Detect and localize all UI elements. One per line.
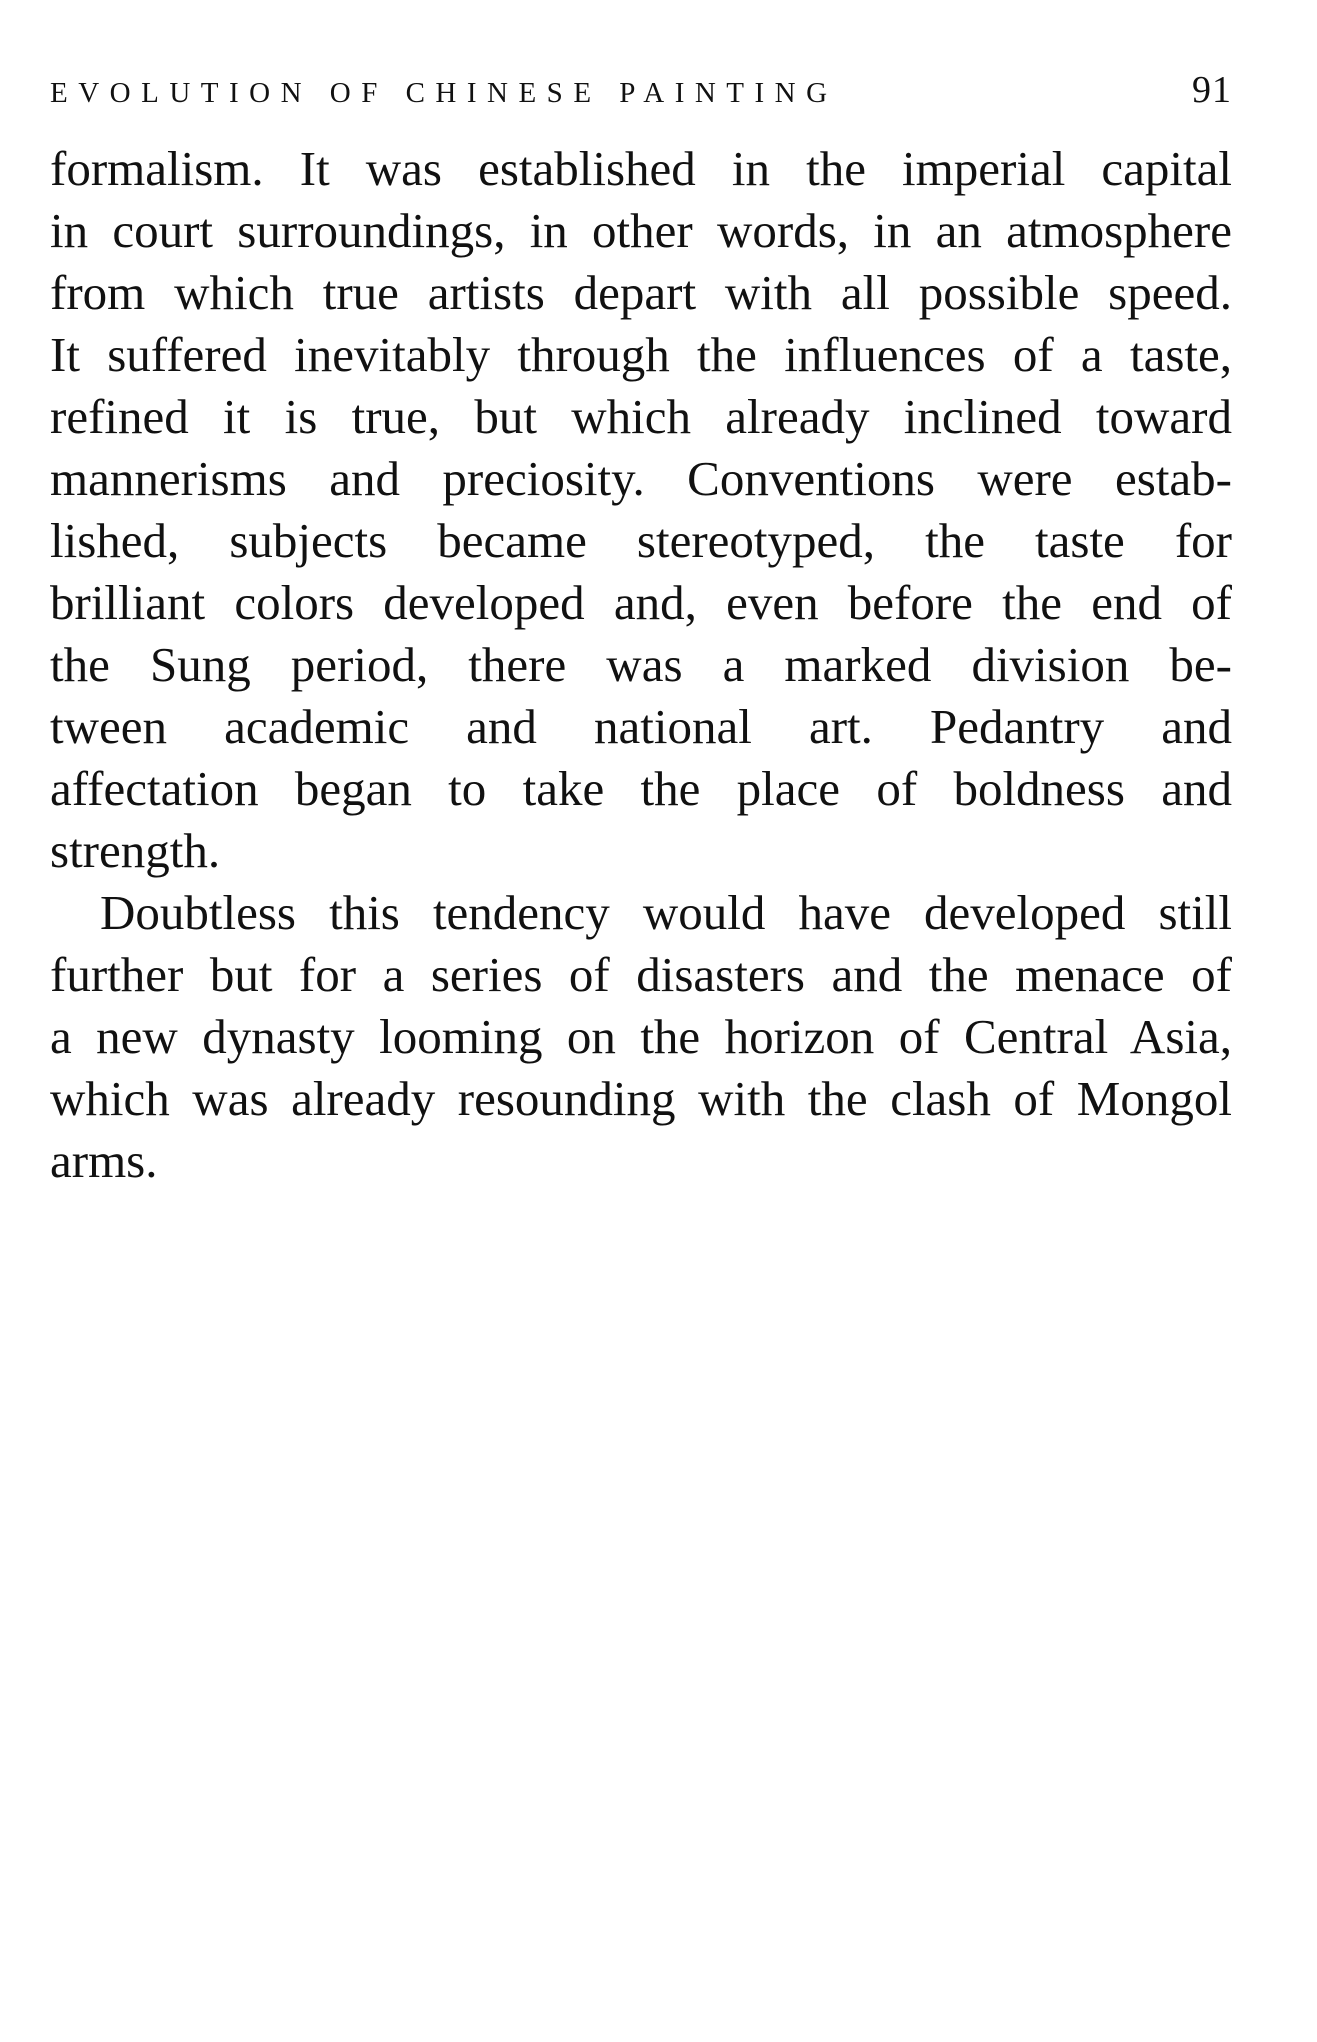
text-line: brilliant colors developed and, even before the end of — [50, 575, 1232, 630]
page-number: 91 — [1192, 69, 1232, 111]
text-line: in court surroundings, in other words, in an atmosphere — [50, 203, 1232, 258]
text-line: affectation began to take the place of boldness and — [50, 761, 1232, 816]
text-line: formalism. It was established in the imperial capital — [50, 141, 1232, 196]
running-head — [50, 68, 1232, 120]
text-line: arms. — [50, 1133, 158, 1188]
text-line: mannerisms and preciosity. Conventions were estab- — [50, 451, 1232, 506]
text-line: from which true artists depart with all possible speed. — [50, 265, 1232, 320]
paragraph-1 — [50, 138, 1232, 882]
text-line: Doubtless this tendency would have developed still — [100, 885, 1232, 940]
running-title: EVOLUTION OF CHINESE PAINTING — [50, 77, 838, 109]
text-line: tween academic and national art. Pedantry and — [50, 699, 1232, 754]
body-text — [50, 138, 1232, 1192]
text-line: a new dynasty looming on the horizon of Central Asia, — [50, 1009, 1232, 1064]
text-line: which was already resounding with the clash of Mongol — [50, 1071, 1232, 1126]
text-line: the Sung period, there was a marked division be- — [50, 637, 1232, 692]
text-line: further but for a series of disasters and the menace of — [50, 947, 1232, 1002]
text-line: It suffered inevitably through the influences of a taste, — [50, 327, 1232, 382]
text-line: refined it is true, but which already inclined toward — [50, 389, 1232, 444]
text-line: lished, subjects became stereotyped, the taste for — [50, 513, 1232, 568]
text-line: strength. — [50, 823, 221, 878]
paragraph-2 — [50, 882, 1232, 1192]
